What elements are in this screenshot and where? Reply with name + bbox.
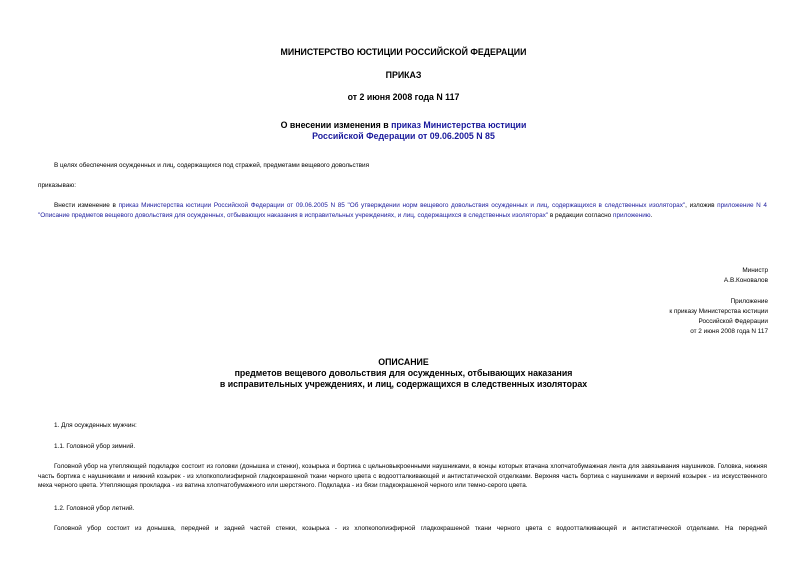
- appendix-line-2: к приказу Министерства юстиции: [669, 308, 768, 315]
- order-heading: ПРИКАЗ: [385, 70, 422, 80]
- appendix-line-4: от 2 июня 2008 года N 117: [690, 328, 768, 335]
- appendix-link[interactable]: приложению: [613, 211, 651, 219]
- signature-name: А.В.Коновалов: [723, 277, 768, 284]
- signature-position: Министр: [742, 267, 768, 274]
- description-subtitle-1: предметов вещевого довольствия для осужденных, отбывающих наказания: [234, 368, 573, 378]
- section-1-heading: 1. Для осужденных мужчин:: [54, 422, 137, 429]
- order-title-prefix: О внесении изменения в: [280, 120, 392, 130]
- order-word: приказываю:: [38, 182, 76, 189]
- appendix-line-3: Российской Федерации: [698, 318, 768, 325]
- appendix-4-link[interactable]: приложение N 4 "Описание предметов вещевого довольствия для осужденных, отбывающих наказания в исправительных учреждениях, и лиц, содержащихся в следственных изоляторах": [38, 202, 767, 219]
- section-1-2-heading: 1.2. Головной убор летний.: [54, 505, 135, 512]
- description-subtitle-2: в исправительных учреждениях, и лиц, содержащихся в следственных изоляторах: [219, 379, 588, 389]
- ministry-heading: МИНИСТЕРСТВО ЮСТИЦИИ РОССИЙСКОЙ ФЕДЕРАЦИИ: [280, 47, 527, 57]
- order-date-number: от 2 июня 2008 года N 117: [347, 92, 460, 102]
- amended-order-link[interactable]: приказ Министерства юстиции Российской Федерации от 09.06.2005 N 85 "Об утверждении норм вещевого довольствия осужденных и лиц, содержащихся в следственных изоляторах": [118, 202, 686, 209]
- preamble-text: В целях обеспечения осужденных и лиц, содержащихся под стражей, предметами вещевого довольствия: [54, 162, 370, 169]
- amendment-paragraph: Внести изменение в приказ Министерства юстиции Российской Федерации от 09.06.2005 N 85 "Об утверждении норм вещевого довольствия осужденных и лиц, содержащихся в следственных изоляторах", изложив приложение N 4 "Описание предметов вещевого довольствия для осужденных, отбывающих наказания в исправительных учреждениях, и лиц, содержащихся в следственных изоляторах" в редакции согласно приложению.: [38, 202, 767, 219]
- order-title: [280, 120, 527, 142]
- section-1-1-paragraph: Головной убор на утепляющей подкладке состоит из головки (донышка и стенки), козырька и бортика с цельновыкроенными наушниками, в концы которых втачана хлопчатобумажная лента для завязывания наушников. Головка, нижняя часть бортика с наушниками и нижний козырек - из хлопкополиэфирной гладкокрашеной ткани черного цвета с водоотталкивающей и антистатической отделками. Верхняя часть бортика с наушниками и верхний козырек - из искусственного меха черного цвета. Утепляющая прокладка - из ватина хлопчатобумажного или шерстяного. Подкладка - из бязи гладкокрашеной черного или темно-серого цвета.: [38, 463, 767, 489]
- section-1-2-paragraph: Головной убор состоит из донышка, передней и задней частей стенки, козырька - из хлопкополиэфирной гладкокрашеной ткани черного цвета с водоотталкивающей и антистатической отделками. На передней: [54, 525, 767, 532]
- description-title: ОПИСАНИЕ: [378, 357, 429, 367]
- appendix-label: Приложение: [730, 298, 768, 305]
- order-title-link[interactable]: приказ Министерства юстиции Российской Федерации от 09.06.2005 N 85: [312, 120, 527, 141]
- section-1-1-heading: 1.1. Головной убор зимний.: [54, 443, 136, 450]
